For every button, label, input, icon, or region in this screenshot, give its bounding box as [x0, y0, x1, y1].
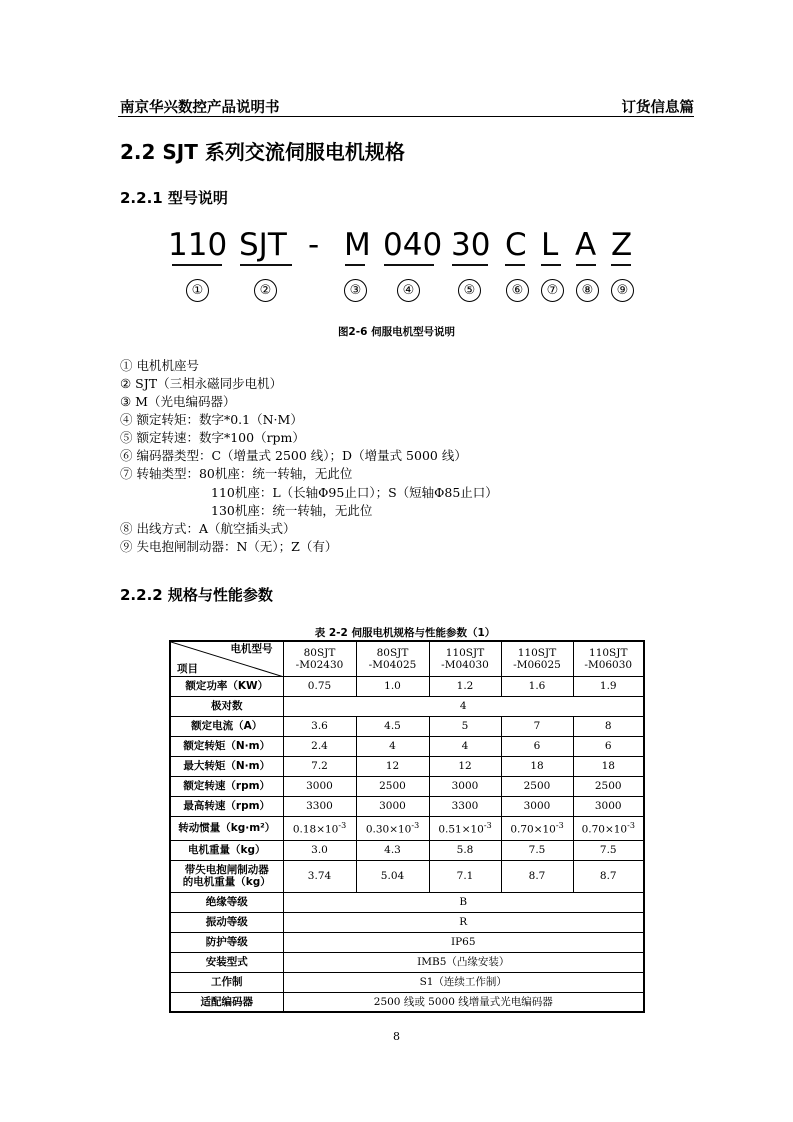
table-cell: 3300 [429, 796, 501, 816]
table-cell: 7.5 [573, 840, 644, 860]
table-cell: 18 [573, 756, 644, 776]
model-header: 80SJT -M04025 [356, 641, 429, 676]
corner-top-label: 电机型号 [230, 643, 273, 655]
table-cell: 5.8 [429, 840, 501, 860]
table-cell-span: IP65 [283, 932, 644, 952]
model-header: 110SJT -M06030 [573, 641, 644, 676]
code-part-dash: - [308, 227, 320, 263]
code-underline [384, 264, 434, 266]
table-cell: 12 [429, 756, 501, 776]
table-row [170, 776, 644, 796]
definition-item: ⑧ 出线方式：A（航空插头式） [120, 521, 296, 536]
table-cell: 7.2 [283, 756, 356, 776]
row-label: 额定功率（KW） [170, 676, 283, 696]
table-cell: 8.7 [501, 860, 573, 892]
table-row [170, 992, 644, 1012]
code-underline [345, 264, 365, 266]
table-row [170, 716, 644, 736]
table-cell: 7.1 [429, 860, 501, 892]
code-part-encoder: M [344, 227, 371, 263]
row-label: 电机重量（kg） [170, 840, 283, 860]
table-cell: 2500 [573, 776, 644, 796]
row-label: 振动等级 [170, 912, 283, 932]
table-cell: 3000 [501, 796, 573, 816]
marker-3: ③ [344, 279, 367, 302]
table-cell: 6 [501, 736, 573, 756]
table-cell: 3000 [356, 796, 429, 816]
definition-item: ② SJT（三相永磁同步电机） [120, 376, 283, 391]
table-row [170, 696, 644, 716]
code-underline [452, 264, 488, 266]
table-row [170, 932, 644, 952]
table-cell: $0.70\times 10^{-3}$ [501, 816, 573, 840]
table-row [170, 816, 644, 840]
table-cell: $0.18\times 10^{-3}$ [283, 816, 356, 840]
row-label: 转动惯量（kg·m²） [170, 816, 283, 840]
code-part-shaft: L [541, 227, 559, 263]
table-cell: 3000 [283, 776, 356, 796]
row-label: 安装型式 [170, 952, 283, 972]
row-label: 带失电抱闸制动器 的电机重量（kg） [170, 860, 283, 892]
marker-4: ④ [397, 279, 420, 302]
code-underline [611, 264, 631, 266]
code-part-torque: 040 [383, 227, 443, 263]
table-row [170, 972, 644, 992]
table-cell: 1.0 [356, 676, 429, 696]
marker-8: ⑧ [576, 279, 599, 302]
table-cell: 3300 [283, 796, 356, 816]
marker-6: ⑥ [506, 279, 529, 302]
table-cell: 2500 [501, 776, 573, 796]
table-cell: 3000 [573, 796, 644, 816]
code-part-speed: 30 [451, 227, 491, 263]
table-cell: 18 [501, 756, 573, 776]
code-part-encoder-type: C [505, 227, 527, 263]
code-underline [505, 264, 525, 266]
marker-9: ⑨ [611, 279, 634, 302]
model-header: 110SJT -M06025 [501, 641, 573, 676]
table-cell-span: 4 [283, 696, 644, 716]
header-left: 南京华兴数控产品说明书 [120, 100, 280, 116]
figure-caption: 图2-6 伺服电机型号说明 [337, 326, 456, 338]
table-row [170, 912, 644, 932]
table-cell: 4 [356, 736, 429, 756]
table-cell: 8 [573, 716, 644, 736]
row-label: 最大转矩（N·m） [170, 756, 283, 776]
header-right: 订货信息篇 [621, 100, 694, 116]
table-cell-span: IMB5（凸缘安装） [283, 952, 644, 972]
table-cell: 4.5 [356, 716, 429, 736]
marker-2: ② [254, 279, 277, 302]
table-row [170, 860, 644, 892]
row-label: 额定电流（A） [170, 716, 283, 736]
table-cell-span: B [283, 892, 644, 912]
table-cell: 3000 [429, 776, 501, 796]
definition-item: ⑨ 失电抱闸制动器：N（无）；Z（有） [120, 539, 338, 554]
corner-bottom-label: 项目 [177, 662, 198, 675]
header-rule [118, 116, 694, 117]
section-title: 2.2 SJT 系列交流伺服电机规格 [120, 140, 405, 164]
table-row [170, 796, 644, 816]
spec-table [169, 640, 645, 1013]
table-cell: 3.6 [283, 716, 356, 736]
table-cell: 8.7 [573, 860, 644, 892]
table-cell: 1.6 [501, 676, 573, 696]
row-label: 最高转速（rpm） [170, 796, 283, 816]
code-part-brake: Z [611, 227, 633, 263]
table-caption: 表 2-2 伺服电机规格与性能参数（1） [314, 627, 496, 639]
table-row [170, 892, 644, 912]
code-part-outlet: A [575, 227, 597, 263]
subsection-title-specs: 2.2.2 规格与性能参数 [120, 586, 273, 604]
table-cell: 5.04 [356, 860, 429, 892]
table-cell-span: 2500 线或 5000 线增量式光电编码器 [283, 992, 644, 1012]
table-cell: $0.70\times 10^{-3}$ [573, 816, 644, 840]
page-number: 8 [393, 1030, 400, 1043]
definition-item: ① 电机机座号 [120, 358, 199, 373]
table-cell: 6 [573, 736, 644, 756]
row-label: 适配编码器 [170, 992, 283, 1012]
model-header: 80SJT -M02430 [283, 641, 356, 676]
code-underline [240, 264, 292, 266]
table-cell-span: S1（连续工作制） [283, 972, 644, 992]
table-cell: 1.2 [429, 676, 501, 696]
table-cell: 0.75 [283, 676, 356, 696]
table-cell: 1.9 [573, 676, 644, 696]
table-cell: 2.4 [283, 736, 356, 756]
table-row [170, 840, 644, 860]
table-cell: 12 [356, 756, 429, 776]
row-label: 防护等级 [170, 932, 283, 952]
marker-7: ⑦ [541, 279, 564, 302]
row-label: 额定转速（rpm） [170, 776, 283, 796]
table-cell: 4.3 [356, 840, 429, 860]
corner-cell [170, 641, 283, 676]
row-label: 额定转矩（N·m） [170, 736, 283, 756]
table-cell: 3.0 [283, 840, 356, 860]
row-label: 绝缘等级 [170, 892, 283, 912]
table-cell: 2500 [356, 776, 429, 796]
marker-1: ① [186, 279, 209, 302]
row-label: 工作制 [170, 972, 283, 992]
definition-item: 130机座：统一转轴，无此位 [211, 503, 373, 518]
model-header: 110SJT -M04030 [429, 641, 501, 676]
table-cell-span: R [283, 912, 644, 932]
row-label: 极对数 [170, 696, 283, 716]
code-underline [541, 264, 561, 266]
marker-5: ⑤ [458, 279, 481, 302]
table-cell: 4 [429, 736, 501, 756]
definition-item: ④ 额定转矩：数字*0.1（N·M） [120, 412, 303, 427]
table-row [170, 736, 644, 756]
table-cell: $0.30\times 10^{-3}$ [356, 816, 429, 840]
code-underline [172, 264, 222, 266]
subsection-title-model: 2.2.1 型号说明 [120, 189, 228, 207]
definition-item: ⑥ 编码器类型：C（增量式 2500 线）；D（增量式 5000 线） [120, 448, 467, 463]
table-cell: 5 [429, 716, 501, 736]
definition-item: ⑦ 转轴类型：80机座：统一转轴，无此位 [120, 466, 353, 481]
definition-item: ③ M（光电编码器） [120, 394, 236, 409]
code-part-series: SJT [239, 227, 287, 263]
definition-item: ⑤ 额定转速：数字*100（rpm） [120, 430, 305, 445]
definition-item: 110机座：L（长轴Φ95止口）；S（短轴Φ85止口） [211, 485, 498, 500]
code-part-frame: 110 [168, 227, 228, 263]
table-row [170, 676, 644, 696]
table-row [170, 952, 644, 972]
table-cell: 7 [501, 716, 573, 736]
table-header-row [170, 641, 644, 676]
code-underline [576, 264, 596, 266]
table-row [170, 756, 644, 776]
table-cell: 3.74 [283, 860, 356, 892]
table-cell: $0.51\times 10^{-3}$ [429, 816, 501, 840]
table-cell: 7.5 [501, 840, 573, 860]
